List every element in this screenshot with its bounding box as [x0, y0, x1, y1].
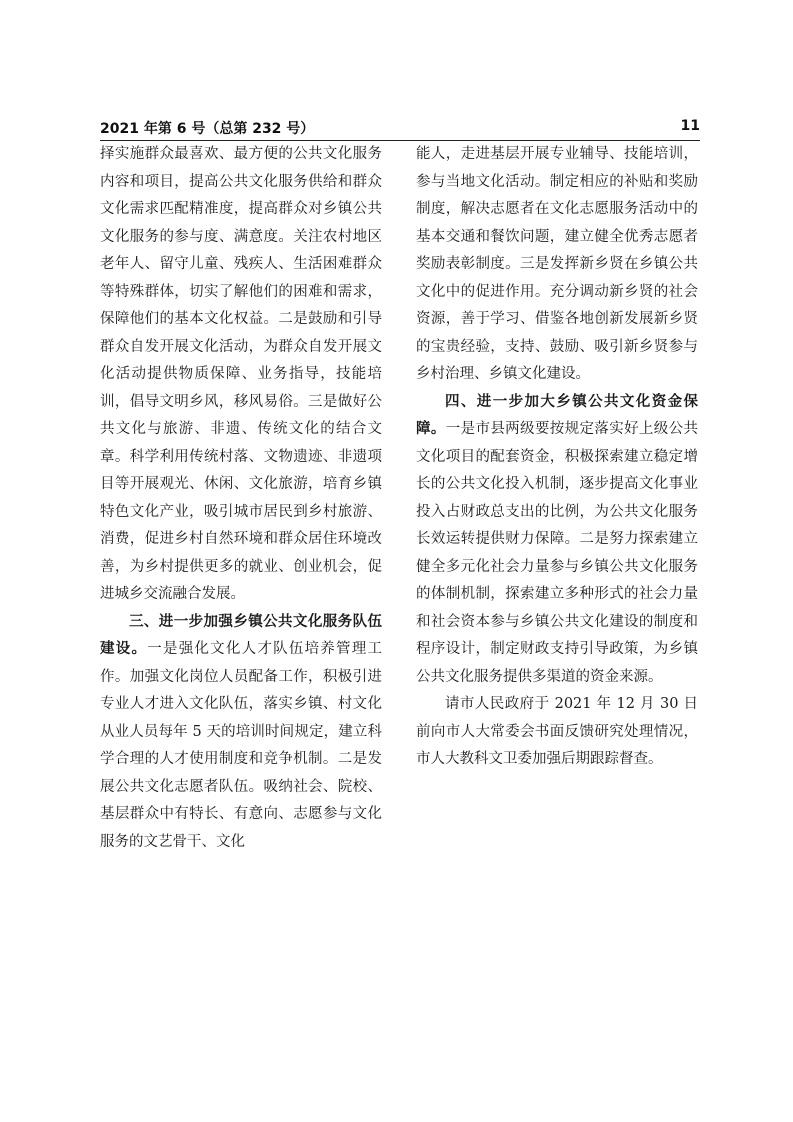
- section-body: 一是强化文化人才队伍培养管理工作。加强文化岗位人员配备工作，积极引进专业人才进入文化队伍，落实乡镇、村文化从业人员每年 5 天的培训时间规定，建立科学合理的人才使用制度和竞争机制。二是发展公共文化志愿者队伍。吸纳社会、院校、基层群众中有特长、有意向、志愿参与文化服务的文艺骨干、文化: [100, 641, 383, 850]
- page-header: [100, 118, 700, 138]
- section-body: 一是市县两级要按规定落实好上级公共文化项目的配套资金，积极探索建立稳定增长的公共文化投入机制，逐步提高文化事业投入占财政总支出的比例，为公共文化服务长效运转提供财力保障。二是努力探索建立健全多元化社会力量参与乡镇公共文化服务的体制机制，探索建立多种形式的社会力量和社会资本参与乡镇公共文化建设的制度和程序设计，制定财政支持引导政策，为乡镇公共文化服务提供多渠道的资金来源。: [416, 421, 699, 685]
- page-number: 11: [680, 118, 700, 134]
- body-paragraph: 择实施群众最喜欢、最方便的公共文化服务内容和项目，提高公共文化服务供给和群众文化需求匹配精准度，提高群众对乡镇公共文化服务的参与度、满意度。关注农村地区老年人、留守儿童、残疾人、生活困难群众等特殊群体，切实了解他们的困难和需求，保障他们的基本文化权益。二是鼓励和引导群众自发开展文化活动，为群众自发开展文化活动提供物质保障、业务指导，技能培训，倡导文明乡风，移风易俗。三是做好公共文化与旅游、非遗、传统文化的结合文章。科学利用传统村落、文物遗迹、非遗项目等开展观光、休闲、文化旅游，培育乡镇特色文化产业，吸引城市居民到乡村旅游、消费，促进乡村自然环境和群众居住环境改善，为乡村提供更多的就业、创业机会，促进城乡交流融合发展。: [100, 146, 382, 602]
- right-column: [416, 141, 698, 774]
- issue-label: 2021 年第 6 号（总第 232 号）: [100, 121, 315, 137]
- body-paragraph: 能人，走进基层开展专业辅导、技能培训，参与当地文化活动。制定相应的补贴和奖励制度，解决志愿者在文化志愿服务活动中的基本交通和餐饮问题，建立健全优秀志愿者奖励表彰制度。三是发挥新乡贤在乡镇公共文化中的促进作用。充分调动新乡贤的社会资源，善于学习、借鉴各地创新发展新乡贤的宝贵经验，支持、鼓励、吸引新乡贤参与乡村治理、乡镇文化建设。: [416, 146, 698, 382]
- section-heading: 三、进一步加强乡镇公共文化服务队伍建设。: [100, 613, 382, 657]
- closing-paragraph: 请市人民政府于 2021 年 12 月 30 日前向市人大常委会书面反馈研究处理情况，市人大教科文卫委加强后期跟踪督查。: [416, 696, 698, 767]
- section-paragraph: [416, 389, 698, 692]
- section-paragraph: [100, 609, 382, 857]
- section-heading: 四、进一步加大乡镇公共文化资金保障。: [416, 393, 698, 437]
- left-column: [100, 141, 382, 856]
